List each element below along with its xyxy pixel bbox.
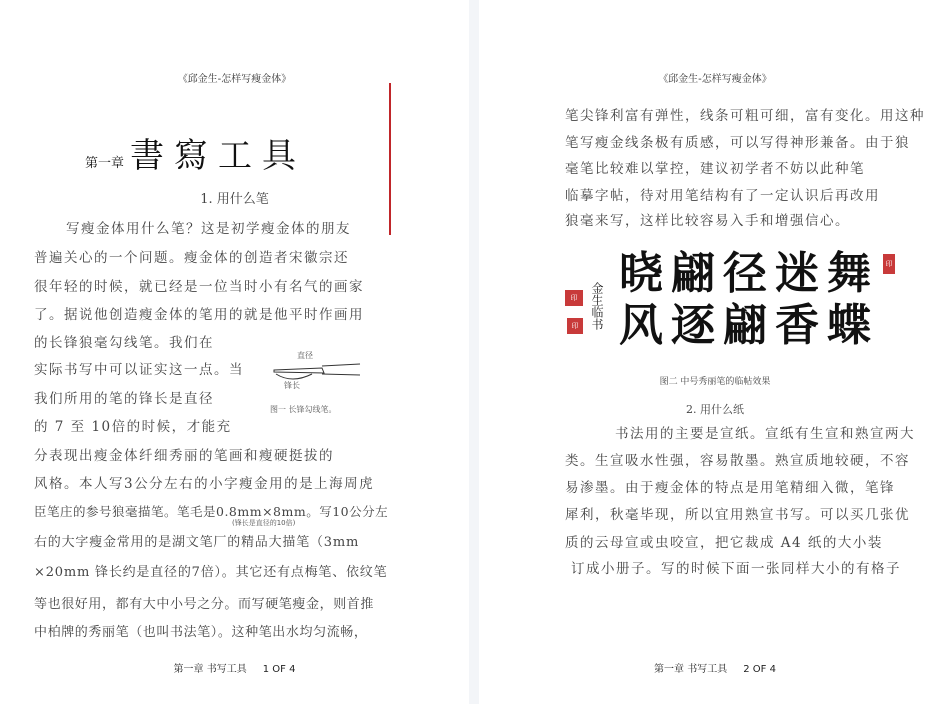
calligraphy-sample xyxy=(619,248,879,352)
text-line: 中柏牌的秀丽笔（也叫书法笔）。这种笔出水均匀流畅， xyxy=(34,625,368,640)
page-1 xyxy=(0,0,469,704)
text-line: 订成小册子。写的时候下面一张同样大小的有格子 xyxy=(571,561,901,577)
text-line: 狼毫来写，这样比较容易入手和增强信心。 xyxy=(565,213,850,229)
section-heading: 2. 用什么纸 xyxy=(686,403,744,416)
book-header: 《邱金生-怎样写瘦金体》 xyxy=(658,74,772,85)
text-line: 等也很好用，都有大中小号之分。而写硬笔瘦金，则首推 xyxy=(34,597,375,612)
text-line: 类。生宣吸水性强，容易散墨。熟宣质地较硬，不容 xyxy=(565,453,910,469)
text-line: ×20mm 锋长约是直径的7倍）。其它还有点梅笔、依纹笔 xyxy=(34,565,388,580)
footer-chapter: 第一章 书写工具 xyxy=(173,664,247,675)
figure-caption: 图一 长锋勾线笔。 xyxy=(270,405,337,414)
page-footer xyxy=(479,660,951,675)
calligraphy-line: 晓翩径迷舞 xyxy=(619,248,879,299)
text-line: 笔尖锋利富有弹性，线条可粗可细，富有变化。用这种 xyxy=(565,108,925,124)
text-line: 写瘦金体用什么笔？这是初学瘦金体的朋友 xyxy=(66,221,351,237)
text-line: 右的大字瘦金常用的是湖文笔厂的精品大描笔（3mm xyxy=(34,535,360,550)
section-heading: 1. 用什么笔 xyxy=(200,192,269,207)
chapter-title xyxy=(85,128,306,177)
text-line: 的 7 至 10倍的时候，才能充 xyxy=(34,419,232,435)
seal-stamp: 印 xyxy=(565,290,583,306)
page-footer xyxy=(0,660,469,675)
red-margin-line xyxy=(389,83,391,235)
page-separator xyxy=(469,0,479,704)
tip-length-label: 锋长 xyxy=(284,381,300,390)
book-header: 《邱金生-怎样写瘦金体》 xyxy=(177,74,292,85)
figure-caption: 图二 中号秀丽笔的临帖效果 xyxy=(659,377,771,387)
chapter-title-text: 書寫工具 xyxy=(130,136,307,176)
text-line: 风格。本人写3公分左右的小字瘦金用的是上海周虎 xyxy=(34,476,375,492)
text-line: 临摹字帖，待对用笔结构有了一定认识后再改用 xyxy=(565,188,880,204)
text-line: 了。据说他创造瘦金体的笔用的就是他平时作画用 xyxy=(34,307,364,323)
text-line: 的长锋狼毫勾线笔。我们在 xyxy=(34,335,214,351)
inline-note: (锋长是直径的10倍) xyxy=(232,519,296,527)
diameter-label: 直径 xyxy=(297,351,313,360)
text-line: 实际书写中可以证实这一点。当 xyxy=(34,362,244,378)
footer-page-number: 1 OF 4 xyxy=(262,664,296,675)
page-2 xyxy=(479,0,951,704)
calligraphy-signature: 金生临书 xyxy=(590,282,604,330)
text-line: 普遍关心的一个问题。瘦金体的创造者宋徽宗还 xyxy=(34,250,349,266)
text-line: 笔写瘦金线条极有质感，可以写得神形兼备。由于狼 xyxy=(565,135,910,151)
footer-page-number: 2 OF 4 xyxy=(743,664,776,675)
footer-chapter: 第一章 书写工具 xyxy=(654,664,728,675)
chapter-prefix: 第一章 xyxy=(85,156,125,171)
seal-stamp: 印 xyxy=(883,254,895,274)
text-line: 很年轻的时候，就已经是一位当时小有名气的画家 xyxy=(34,279,364,295)
text-line: 臣笔庄的参号狼毫描笔。笔毛是0.8mm×8mm。写10公分左 xyxy=(34,504,389,519)
text-line: 毫笔比较难以掌控，建议初学者不妨以此种笔 xyxy=(565,161,865,177)
text-line: 犀利，秋毫毕现，所以宜用熟宣书写。可以买几张优 xyxy=(565,507,910,523)
text-line: 书法用的主要是宣纸。宣纸有生宣和熟宣两大 xyxy=(615,426,915,442)
calligraphy-line: 风逐翩香蝶 xyxy=(619,300,879,351)
seal-stamp: 印 xyxy=(567,318,583,334)
text-line: 分表现出瘦金体纤细秀丽的笔画和瘦硬挺拔的 xyxy=(34,448,334,464)
text-line: 易渗墨。由于瘦金体的特点是用笔精细入微，笔锋 xyxy=(565,480,895,496)
text-line: 质的云母宣或虫咬宣，把它裁成 A4 纸的大小装 xyxy=(565,535,883,551)
text-line: 我们所用的笔的锋长是直径 xyxy=(34,391,214,407)
